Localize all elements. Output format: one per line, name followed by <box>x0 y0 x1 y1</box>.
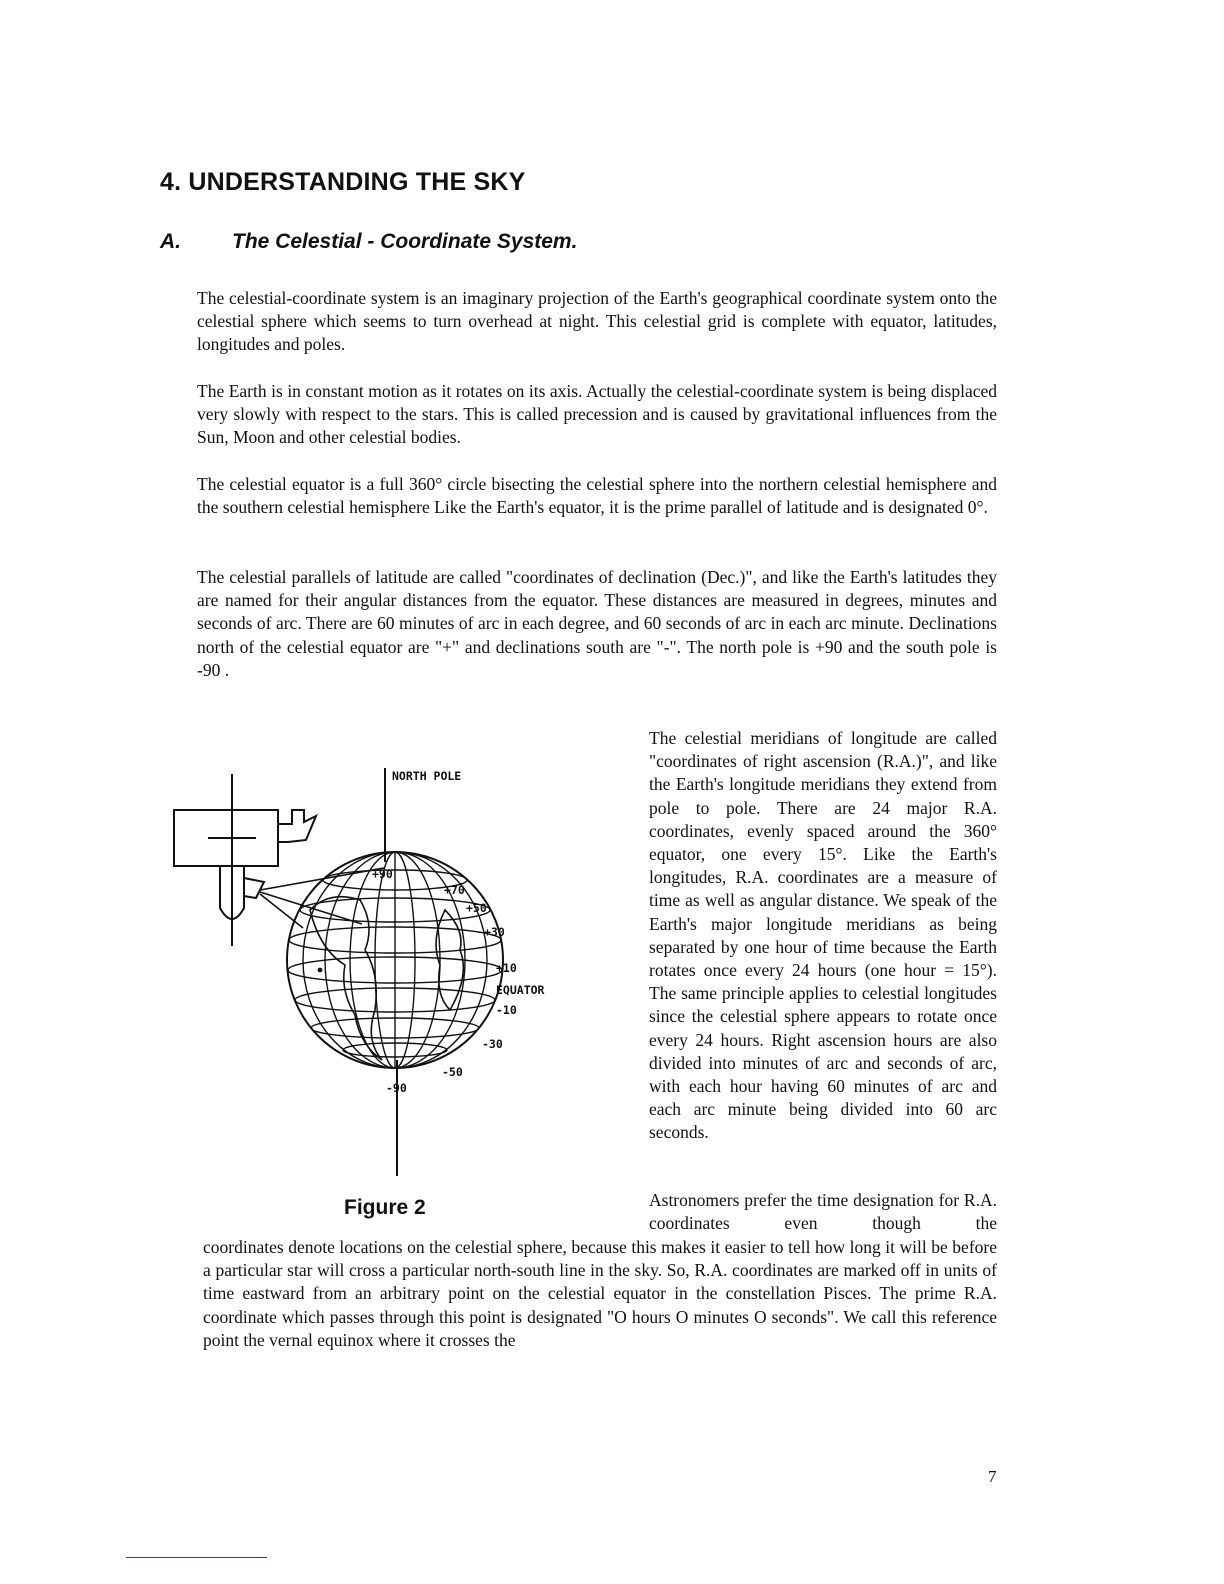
label-dec-m10: -10 <box>496 1003 517 1017</box>
label-dec-m50: -50 <box>442 1065 463 1079</box>
paragraph-equator: The celestial equator is a full 360° circle bisecting the celestial sphere into the northern celestial hemisphere and the southern celestial hemisphere Like the Earth's equator, it is the prime parallel of latitude and is designated 0°. <box>197 474 997 518</box>
label-dec-p30: +30 <box>484 925 505 939</box>
label-dec-m30: -30 <box>482 1037 503 1051</box>
subsection-label: A. <box>160 230 181 253</box>
label-dec-p70: +70 <box>444 883 465 897</box>
subsection-heading <box>160 230 577 254</box>
label-dec-p50: +50 <box>466 901 487 915</box>
paragraph-continued: coordinates denote locations on the celestial sphere, because this makes it easier to tell how long it will be before a particular star will cross a particular north-south line in the sky. So, R.A. coordinates are marked off in units of time eastward from an arbitrary point on the celestial equator in the constellation Pisces. The prime R.A. coordinate which passes through this point is designated "O hours O minutes O seconds". We call this reference point the vernal equinox where it crosses the <box>203 1237 997 1350</box>
label-dec-p10-text: +10 <box>496 961 517 975</box>
paragraph-declination: The celestial parallels of latitude are called "coordinates of declination (Dec.)", and like the Earth's latitudes they are named for their angular distances from the equator. These distances are measured in degrees, minutes and seconds of arc. There are 60 minutes of arc in each degree, and 60 seconds of arc in each arc minute. Declinations north of the celestial equator are "+" and declinations south are "-". The north pole is +90 and the south pole is -90 . <box>197 567 997 680</box>
telescope-finder <box>278 810 316 842</box>
paragraph-right-ascension: The celestial meridians of longitude are called "coordinates of right ascension (R.A.)", and like the Earth's longitude meridians they extend from pole to pole. There are 24 major R.A. coordinates, evenly spaced around the 360° equator, one every 15°. Like the Earth's longitudes, R.A. coordinates are a measure of time as well as angular distance. We speak of the Earth's major longitude meridians as being separated by one hour of time because the Earth rotates once every 24 hours (one hour = 15°). The same principle applies to celestial longitudes since the celestial sphere appears to rotate once every 24 hours. Right ascension hours are also divided into minutes of arc and seconds of arc, with each hour having 60 minutes of arc and each arc minute being divided into 60 arc seconds. <box>649 728 997 1143</box>
label-dec-m90: -90 <box>386 1081 407 1095</box>
section-heading: 4. UNDERSTANDING THE SKY <box>160 168 526 196</box>
page-number: 7 <box>988 1467 997 1486</box>
label-dec-p90: +90 <box>372 867 393 881</box>
paragraph-precession: The Earth is in constant motion as it rotates on its axis. Actually the celestial-coordinate system is being displaced very slowly with respect to the stars. This is called precession and is caused by gravitational influences from the Sun, Moon and other celestial bodies. <box>197 381 997 448</box>
footer-rule <box>126 1557 267 1558</box>
figure-caption: Figure 2 <box>344 1196 426 1219</box>
label-north-pole: NORTH POLE <box>392 769 462 783</box>
label-equator: EQUATOR <box>496 983 545 997</box>
celestial-sphere-diagram <box>160 760 600 1190</box>
paragraph-time-designation: Astronomers prefer the time designation for R.A. coordinates even though the <box>649 1190 997 1234</box>
paragraph-intro: The celestial-coordinate system is an imaginary projection of the Earth's geographical coordinate system onto the celestial sphere which seems to turn overhead at night. This celestial grid is complete with equator, latitudes, longitudes and poles. <box>197 288 997 355</box>
figure-celestial-sphere <box>160 760 600 1190</box>
subsection-title: The Celestial - Coordinate System. <box>232 230 578 253</box>
